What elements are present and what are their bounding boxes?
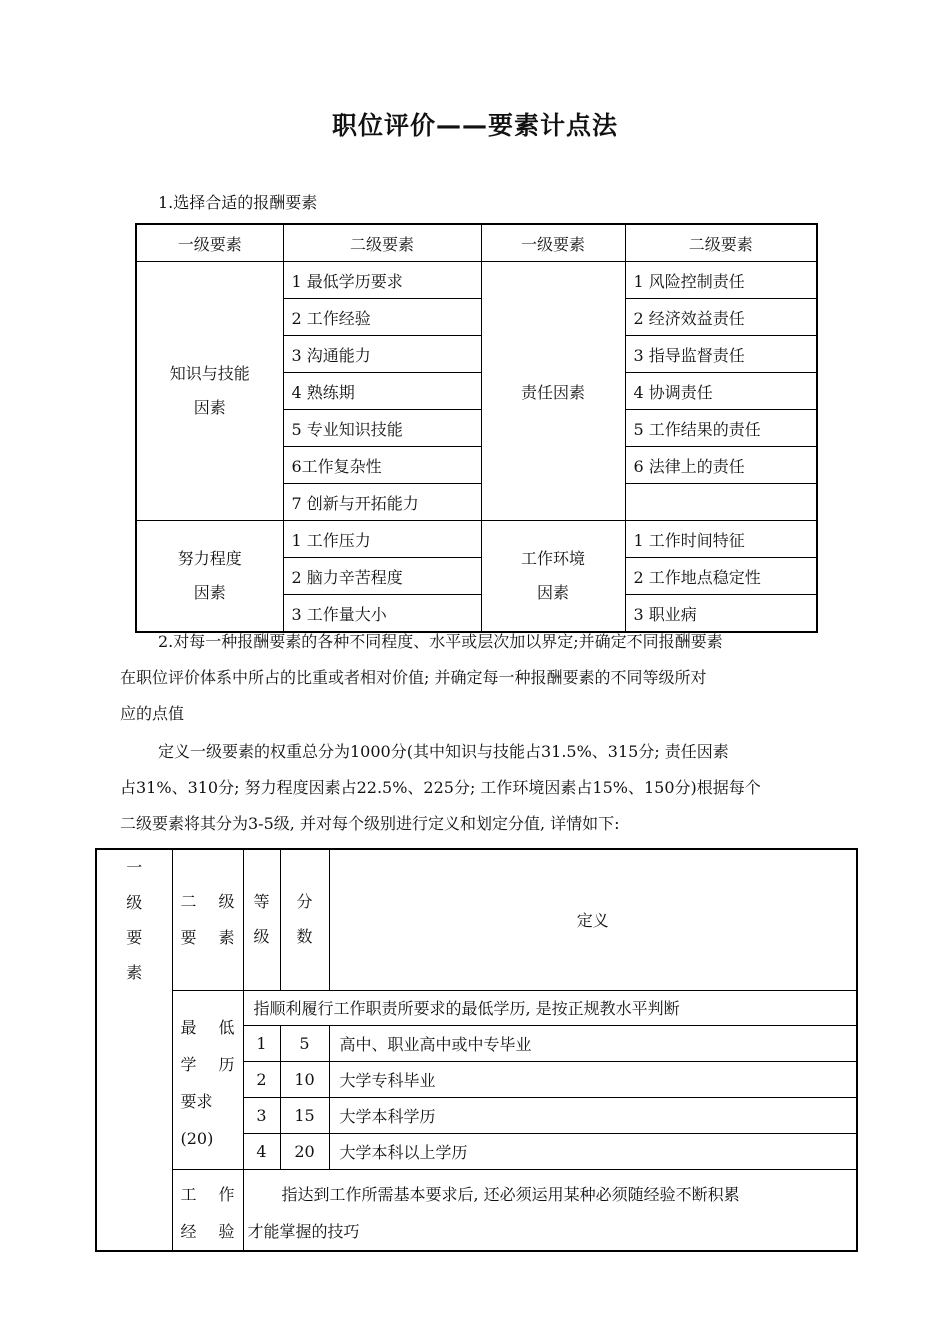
header-definition: 定义 — [329, 849, 857, 990]
responsibility-item: 5 工作结果的责任 — [625, 410, 817, 447]
knowledge-item: 6工作复杂性 — [283, 447, 481, 484]
environment-factor-cell: 工作环境 因素 — [481, 521, 625, 633]
header-secondary-factor: 二 级 要 素 — [172, 849, 243, 990]
paragraph-step-2: 2.对每一种报酬要素的各种不同程度、水平或层次加以界定;并确定不同报酬要素 在职位评价体系中所占的比重或者相对价值; 并确定每一种报酬要素的不同等级所对 应的点值 — [120, 632, 723, 723]
page-title: 职位评价——要素计点法 — [331, 111, 618, 140]
experience-factor-cell: 工 作 经 验 — [172, 1169, 243, 1251]
responsibility-item: 2 经济效益责任 — [625, 299, 817, 336]
environment-item: 3 职业病 — [625, 595, 817, 633]
effort-item: 3 工作量大小 — [283, 595, 481, 633]
definition-table-header — [96, 849, 857, 990]
knowledge-item: 7 创新与开拓能力 — [283, 484, 481, 521]
knowledge-item: 4 熟练期 — [283, 373, 481, 410]
header-primary-2: 一级要素 — [481, 224, 625, 262]
responsibility-factor-cell: 责任因素 — [481, 262, 625, 521]
knowledge-item: 1 最低学历要求 — [283, 262, 481, 299]
responsibility-item: 6 法律上的责任 — [625, 447, 817, 484]
effort-factor-cell: 努力程度 因素 — [136, 521, 283, 633]
paragraph-weights: 定义一级要素的权重总分为1000分(其中知识与技能占31.5%、315分; 责任因素 占31%、310分; 努力程度因素占22.5%、225分; 工作环境因素占15%、150分)根据每个 二级要素将其分为3-5级, 并对每个级别进行定义和划定分值, 详情如下: — [120, 742, 761, 833]
knowledge-factor-cell: 知识与技能 因素 — [136, 262, 283, 521]
header-score: 分 数 — [280, 849, 329, 990]
factor-table-header — [136, 224, 817, 262]
header-secondary-2: 二级要素 — [625, 224, 817, 262]
experience-description: 指达到工作所需基本要求后, 还必须运用某种必须随经验不断积累 才能掌握的技巧 — [243, 1169, 857, 1251]
environment-item: 1 工作时间特征 — [625, 521, 817, 558]
effort-item: 1 工作压力 — [283, 521, 481, 558]
header-primary-1: 一级要素 — [136, 224, 283, 262]
knowledge-item: 3 沟通能力 — [283, 336, 481, 373]
level-row: 4 20 大学本科以上学历 — [96, 1133, 857, 1169]
responsibility-item: 4 协调责任 — [625, 373, 817, 410]
min-education-factor-cell: 最 低 学 历 要求 (20) — [172, 990, 243, 1169]
environment-item: 2 工作地点稳定性 — [625, 558, 817, 595]
responsibility-item: 1 风险控制责任 — [625, 262, 817, 299]
level-row: 3 15 大学本科学历 — [96, 1097, 857, 1133]
factor-table — [135, 223, 818, 633]
header-primary-factor: 一 级 要 素 — [96, 849, 172, 1251]
effort-item: 2 脑力辛苦程度 — [283, 558, 481, 595]
level-row: 1 5 高中、职业高中或中专毕业 — [96, 1025, 857, 1061]
empty-cell — [625, 484, 817, 521]
knowledge-item: 5 专业知识技能 — [283, 410, 481, 447]
factor-definition-table — [95, 848, 858, 1252]
level-row: 2 10 大学专科毕业 — [96, 1061, 857, 1097]
knowledge-item: 2 工作经验 — [283, 299, 481, 336]
responsibility-item: 3 指导监督责任 — [625, 336, 817, 373]
step-1-heading: 1.选择合适的报酬要素 — [158, 193, 318, 212]
min-education-description: 指顺利履行工作职责所要求的最低学历, 是按正规教水平判断 — [243, 990, 857, 1025]
header-secondary-1: 二级要素 — [283, 224, 481, 262]
header-grade: 等 级 — [243, 849, 280, 990]
